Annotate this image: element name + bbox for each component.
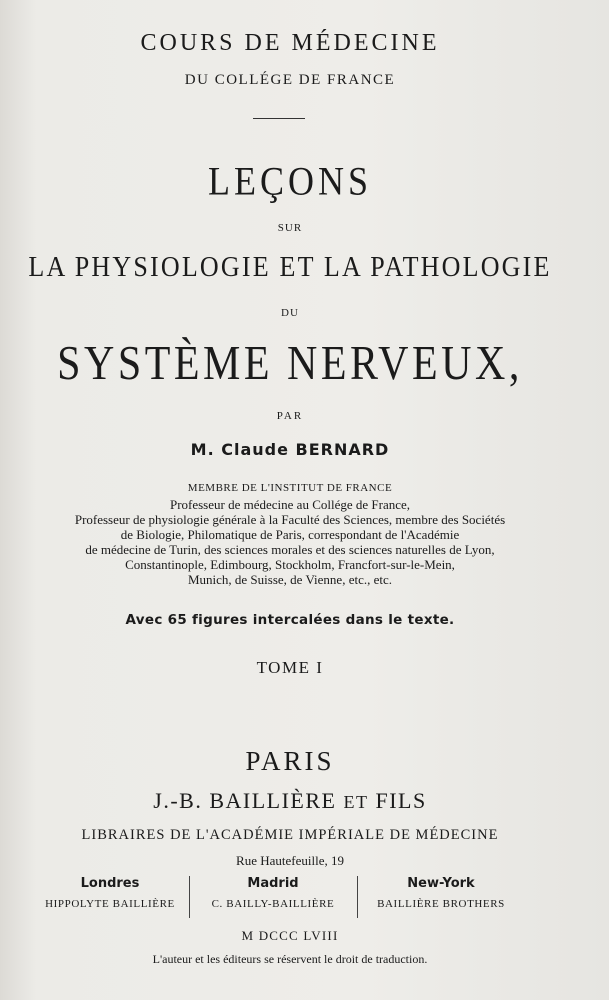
branch-london [40, 876, 180, 910]
publisher-main: J.-B. BAILLIÈRE [153, 788, 337, 813]
author-name: M. Claude BERNARD [190, 440, 390, 459]
credit-line: de Biologie, Philomatique de Paris, correspondant de l'Académie [120, 527, 460, 542]
branch-publisher: C. BAILLY-BAILLIÈRE [211, 898, 335, 910]
credit-line: Munich, de Suisse, de Vienne, etc., etc. [187, 572, 393, 587]
publisher-et: ET [343, 792, 369, 812]
branch-publisher: HIPPOLYTE BAILLIÈRE [45, 898, 175, 910]
publication-year: M DCCC LVIII [241, 928, 339, 943]
title-connector-sur: SUR [277, 222, 303, 234]
branch-divider [357, 876, 358, 918]
rights-notice: L'auteur et les éditeurs se réservent le droit de traduction. [152, 952, 428, 966]
publisher-affiliation: LIBRAIRES DE L'ACADÉMIE IMPÉRIALE DE MÉDECINE [81, 827, 499, 843]
branch-city: New-York [407, 876, 475, 891]
credit-line: Constantinople, Edimbourg, Stockholm, Francfort-sur-le-Mein, [125, 557, 455, 572]
author-credits [0, 497, 580, 587]
volume-label: TOME I [256, 658, 324, 677]
book-subject: LA PHYSIOLOGIE ET LA PATHOLOGIE [28, 250, 552, 283]
series-subtitle: DU COLLÉGE DE FRANCE [184, 72, 396, 88]
branch-new-york [366, 876, 516, 910]
imprint-city: PARIS [245, 746, 335, 776]
credit-line: Professeur de médecine au Collége de France, [169, 497, 411, 512]
publisher-name [0, 788, 580, 814]
series-title: COURS DE MÉDECINE [140, 30, 440, 56]
author-membership: MEMBRE DE L'INSTITUT DE FRANCE [187, 482, 393, 494]
author-connector-par: PAR [276, 410, 304, 422]
branch-city: Londres [80, 876, 140, 891]
book-title: LEÇONS [207, 158, 372, 204]
branch-city: Madrid [247, 876, 299, 891]
branch-madrid [198, 876, 348, 910]
branch-offices [0, 876, 580, 920]
publisher-fils: FILS [375, 788, 427, 813]
book-system: SYSTÈME NERVEUX, [57, 337, 523, 391]
divider-rule [253, 118, 305, 119]
credit-line: de médecine de Turin, des sciences morales et des sciences naturelles de Lyon, [85, 542, 495, 557]
credit-line: Professeur de physiologie générale à la Faculté des Sciences, membre des Sociétés [74, 512, 506, 527]
branch-divider [189, 876, 190, 918]
branch-publisher: BAILLIÈRE BROTHERS [377, 898, 505, 910]
publisher-address: Rue Hautefeuille, 19 [236, 853, 344, 868]
title-connector-du: DU [281, 307, 299, 319]
figures-note: Avec 65 figures intercalées dans le texte. [125, 612, 455, 628]
